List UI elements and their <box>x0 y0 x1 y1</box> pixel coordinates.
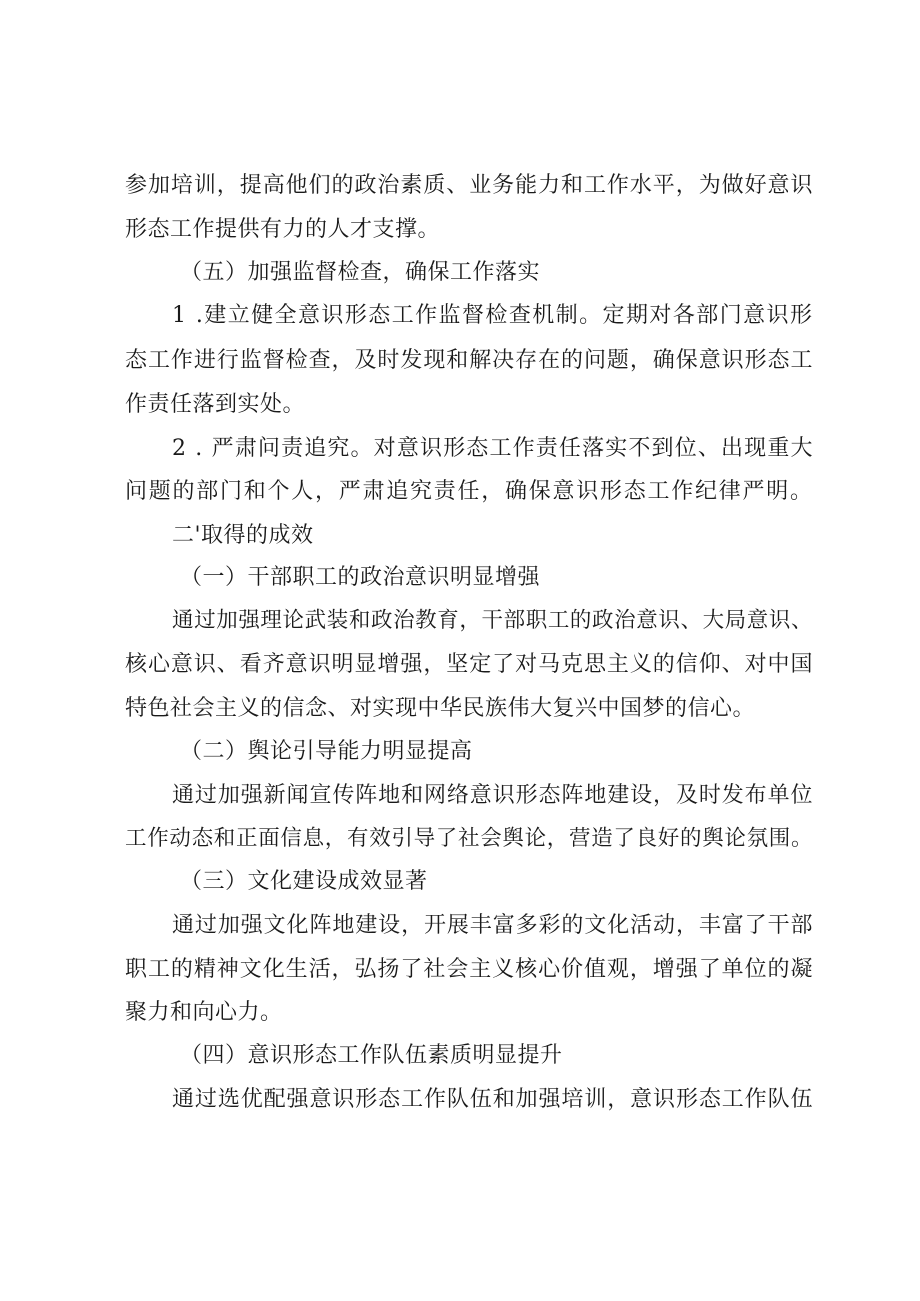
text-line: 核心意识、看齐意识明显增强，坚定了对马克思主义的信仰、对中国 <box>125 652 814 677</box>
text-line: 2 . 严肃问责追究。对意识形态工作责任落实不到位、出现重大 <box>172 436 814 461</box>
section-heading: （二）舆论引导能力明显提高 <box>180 739 473 764</box>
section-heading: （四）意识形态工作队伍素质明显提升 <box>180 1043 563 1068</box>
section-heading: （三）文化建设成效显著 <box>180 869 428 894</box>
text-line: 问题的部门和个人，严肃追究责任，确保意识形态工作纪律严明。 <box>125 479 814 504</box>
text-line: 作责任落到实处。 <box>125 392 306 417</box>
text-line: 形态工作提供有力的人才支撑。 <box>125 217 441 242</box>
text-line: 1 .建立健全意识形态工作监督检查机制。定期对各部门意识形 <box>172 303 814 328</box>
text-line: 工作动态和正面信息，有效引导了社会舆论，营造了良好的舆论氛围。 <box>125 826 814 851</box>
text-line: 特色社会主义的信念、对实现中华民族伟大复兴中国梦的信心。 <box>125 696 756 721</box>
text-line: 通过加强文化阵地建设，开展丰富多彩的文化活动，丰富了干部 <box>172 913 814 938</box>
text-line: 聚力和向心力。 <box>125 1000 283 1025</box>
section-heading: （五）加强监督检查，确保工作落实 <box>180 260 541 285</box>
section-heading: （一）干部职工的政治意识明显增强 <box>180 565 541 590</box>
text-line: 通过选优配强意识形态工作队伍和加强培训，意识形态工作队伍 <box>172 1087 814 1112</box>
text-line: 参加培训，提高他们的政治素质、业务能力和工作水平，为做好意识 <box>125 173 814 198</box>
text-line: 态工作进行监督检查，及时发现和解决存在的问题，确保意识形态工 <box>125 348 814 373</box>
text-line: 通过加强新闻宣传阵地和网络意识形态阵地建设，及时发布单位 <box>172 783 814 808</box>
chapter-heading: 二'取得的成效 <box>172 523 314 548</box>
text-line: 通过加强理论武装和政治教育，干部职工的政治意识、大局意识、 <box>172 608 814 633</box>
text-line: 职工的精神文化生活，弘扬了社会主义核心价值观，增强了单位的凝 <box>125 957 814 982</box>
